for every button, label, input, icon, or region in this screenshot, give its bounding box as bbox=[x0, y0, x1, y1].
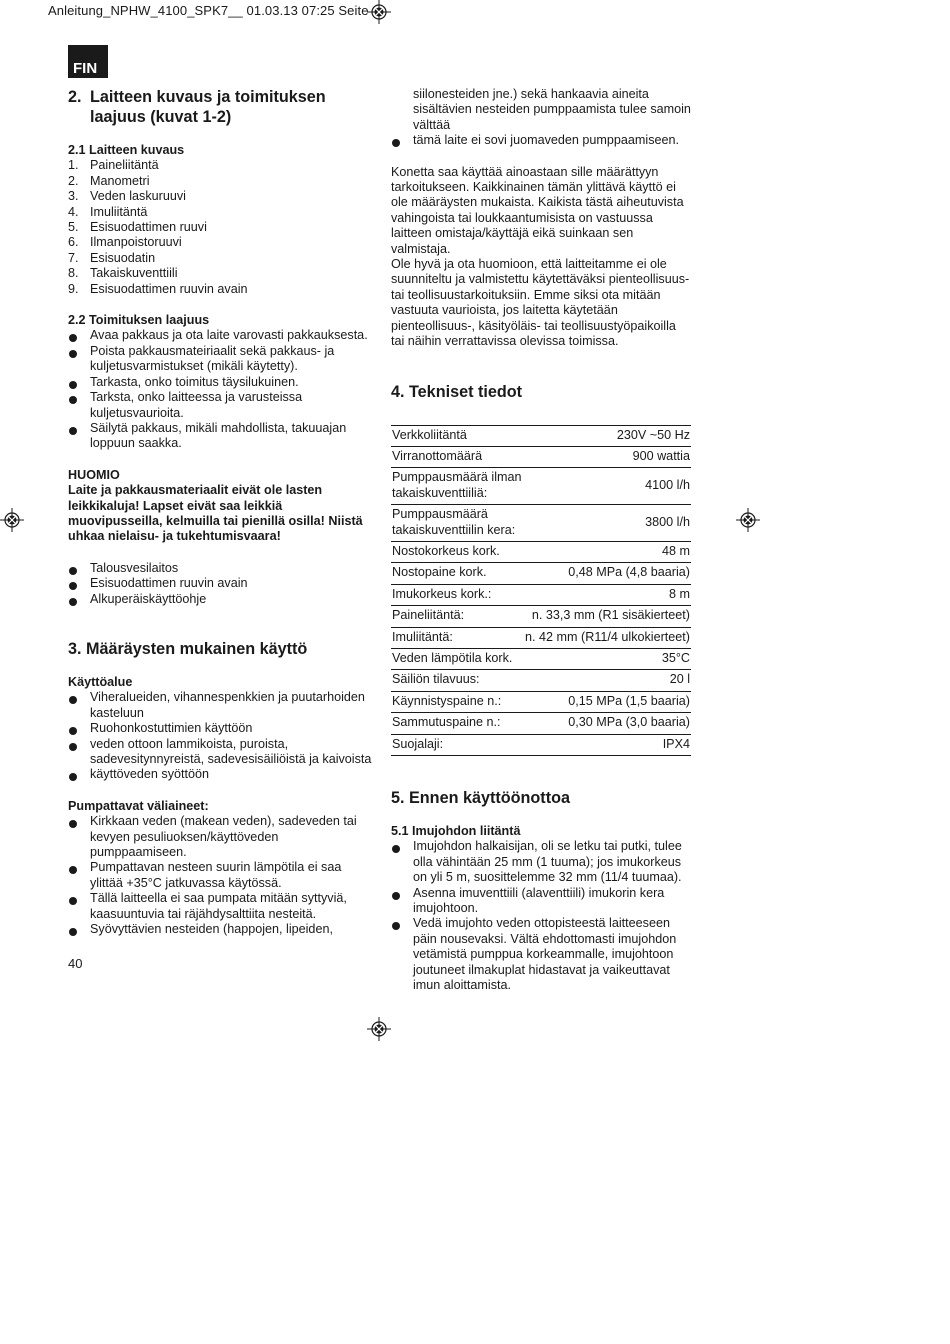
list-item: Kirkkaan veden (makean veden), sadeveden tai kevyen pesuliuoksen/käyttöveden pumppaamiseen. bbox=[68, 814, 373, 860]
bullet-icon bbox=[68, 891, 90, 922]
table-row: Pumppausmäärä ilman takaiskuventtiiliä: 4100 l/h bbox=[391, 468, 691, 505]
list-item: tämä laite ei sovi juomaveden pumppaamiseen. bbox=[391, 133, 691, 148]
delivery-list bbox=[68, 328, 373, 451]
bullet-icon bbox=[68, 344, 90, 375]
usage-heading: Käyttöalue bbox=[68, 674, 133, 689]
list-item: 6. Ilmanpoistoruuvi bbox=[68, 235, 182, 250]
bullet-icon bbox=[391, 886, 413, 917]
table-row: Suojalaji: IPX4 bbox=[391, 734, 691, 755]
bullet-icon bbox=[68, 576, 90, 591]
list-item: Asenna imuventtiili (alaventtiili) imukorin kera imujohtoon. bbox=[391, 886, 691, 917]
list-item: 7. Esisuodatin bbox=[68, 250, 156, 265]
bullet-icon bbox=[68, 390, 90, 421]
list-item: Poista pakkausmateiriaalit sekä pakkaus- ja kuljetusvarmistukset (mikäli käytetty). bbox=[68, 344, 373, 375]
table-row: Käynnistyspaine n.: 0,15 MPa (1,5 baaria) bbox=[391, 691, 691, 712]
table-row: Virranottomäärä 900 wattia bbox=[391, 446, 691, 467]
parts-list bbox=[68, 158, 373, 297]
list-item: Tarkasta, onko toimitus täysilukuinen. bbox=[68, 375, 373, 390]
bullet-icon bbox=[68, 814, 90, 860]
list-item: Talousvesilaitos bbox=[68, 561, 373, 576]
bullet-icon bbox=[68, 592, 90, 607]
section-5-1-heading: 5.1 Imujohdon liitäntä bbox=[391, 824, 521, 838]
section-2-number: 2. bbox=[68, 88, 82, 106]
list-item: Alkuperäiskäyttöohje bbox=[68, 592, 373, 607]
section-4-heading: 4. Tekniset tiedot bbox=[391, 382, 523, 401]
bullet-icon bbox=[68, 690, 90, 721]
bullet-icon bbox=[68, 767, 90, 782]
bullet-icon bbox=[391, 133, 413, 148]
bullet-icon bbox=[68, 721, 90, 736]
list-item: 9. Esisuodattimen ruuvin avain bbox=[68, 281, 248, 296]
bullet-icon bbox=[68, 561, 90, 576]
list-item: Vedä imujohto veden ottopisteestä laitteeseen päin nousevaksi. Vältä ehdottomasti imujohdon vetämistä pumppua korkeammalle, imujohtoon joutuneet ilmakuplat hidastavat ja vaikeuttavat imun aloittamista. bbox=[391, 916, 691, 993]
list-item: siilonesteiden jne.) sekä hankaavia aineita sisältävien nesteiden pumppaamista tulee samoin välttää bbox=[413, 87, 691, 132]
registration-mark-bottom-icon bbox=[367, 1017, 391, 1041]
registration-mark-left-icon bbox=[0, 508, 24, 532]
suction-line-list bbox=[391, 839, 691, 993]
bullet-icon bbox=[68, 737, 90, 768]
list-item: käyttöveden syöttöön bbox=[68, 767, 373, 782]
table-row: Säiliön tilavuus: 20 l bbox=[391, 670, 691, 691]
bullet-icon bbox=[68, 922, 90, 937]
section-2-1-heading: 2.1 Laitteen kuvaus bbox=[68, 143, 185, 157]
list-item: 2. Manometri bbox=[68, 173, 150, 188]
list-item: 1. Paineliitäntä bbox=[68, 158, 159, 173]
media-list-continued bbox=[391, 87, 691, 149]
notice-text: Laite ja pakkausmateriaalit eivät ole lasten leikkikaluja! Lapset eivät saa leikkiä muovipusseilla, kelmuilla tai pienillä osilla! Niistä uhkaa nielaisu- ja tukehtumisvaara! bbox=[68, 483, 363, 544]
table-row: Nostokorkeus kork. 48 m bbox=[391, 541, 691, 562]
notice-title: HUOMIO bbox=[68, 467, 120, 482]
list-item: Tällä laitteella ei saa pumpata mitään syttyviä, kaasuuntuvia tai räjähdysalttiita nesteitä. bbox=[68, 891, 373, 922]
list-item: Imujohdon halkaisijan, oli se letku tai putki, tulee olla vähintään 25 mm (1 tuuma); jos imukorkeus on yli 5 m, suosittelemme 32 mm (11/4 tuumaa). bbox=[391, 839, 691, 885]
list-item: 8. Takaiskuventtiili bbox=[68, 266, 178, 281]
table-row: Veden lämpötila kork. 35°C bbox=[391, 648, 691, 669]
bullet-icon bbox=[391, 916, 413, 993]
spec-table bbox=[391, 425, 691, 757]
list-item: 5. Esisuodattimen ruuvi bbox=[68, 220, 207, 235]
included-list bbox=[68, 561, 373, 607]
table-row: Verkkoliitäntä 230V ~50 Hz bbox=[391, 425, 691, 446]
bullet-icon bbox=[391, 839, 413, 885]
list-item: 4. Imuliitäntä bbox=[68, 204, 148, 219]
list-item: Ruohonkostuttimien käyttöön bbox=[68, 721, 373, 736]
list-item: veden ottoon lammikoista, puroista, sadevesitynnyreistä, sadevesisäiliöistä ja kaivoista bbox=[68, 737, 373, 768]
table-row: Paineliitäntä: n. 33,3 mm (R1 sisäkierteet) bbox=[391, 606, 691, 627]
left-column bbox=[68, 87, 373, 937]
table-row: Imuliitäntä: n. 42 mm (R11/4 ulkokierteet) bbox=[391, 627, 691, 648]
table-row: Nostopaine kork. 0,48 MPa (4,8 baaria) bbox=[391, 563, 691, 584]
list-item: Pumpattavan nesteen suurin lämpötila ei saa ylittää +35°C jatkuvassa käytössä. bbox=[68, 860, 373, 891]
list-item: Esisuodattimen ruuvin avain bbox=[68, 576, 373, 591]
list-item: Tarksta, onko laitteessa ja varusteissa kuljetusvaurioita. bbox=[68, 390, 373, 421]
registration-mark-right-icon bbox=[736, 508, 760, 532]
media-list bbox=[68, 814, 373, 937]
file-info-header: Anleitung_NPHW_4100_SPK7__ 01.03.13 07:25 Seite bbox=[48, 3, 369, 18]
language-tab: FIN bbox=[68, 45, 108, 78]
section-2-heading bbox=[68, 87, 373, 127]
bullet-icon bbox=[68, 860, 90, 891]
table-row: Sammutuspaine n.: 0,30 MPa (3,0 baaria) bbox=[391, 713, 691, 734]
registration-mark-top-icon bbox=[367, 0, 391, 24]
list-item: Syövyttävien nesteiden (happojen, lipeiden, bbox=[68, 922, 373, 937]
list-item: Avaa pakkaus ja ota laite varovasti pakkauksesta. bbox=[68, 328, 373, 343]
table-row: Imukorkeus kork.: 8 m bbox=[391, 584, 691, 605]
usage-list bbox=[68, 690, 373, 782]
usage-paragraph-1: Konetta saa käyttää ainoastaan sille määrättyyn tarkoitukseen. Kaikkinainen tämän ylittävä käyttö ei ole määräysten mukaista. Kaikista tästä aiheutuvista vahingoista tai loukkaantumisista on vastuussa laitteen omistaja/käyttäjä eikä suinkaan sen valmistaja. bbox=[391, 164, 684, 256]
media-heading: Pumpattavat väliaineet: bbox=[68, 798, 209, 813]
section-5-heading: 5. Ennen käyttöönottoa bbox=[391, 789, 570, 807]
section-3-heading: 3. Määräysten mukainen käyttö bbox=[68, 639, 308, 658]
usage-paragraph-2: Ole hyvä ja ota huomioon, että laitteitamme ei ole suunniteltu ja valmistettu käytettäväksi pienteollisuus- tai teollisuustarkoituksiin. Emme siksi ota mitään vastuuta vaurioista, jos laitetta käytetään pienteollisuus-, käsityöläis- tai teollisuustyöpaikoilla tai näihin verrattavissa olevissa toimissa. bbox=[391, 257, 690, 349]
section-2-2-heading: 2.2 Toimituksen laajuus bbox=[68, 313, 210, 328]
list-item: 3. Veden laskuruuvi bbox=[68, 189, 186, 204]
bullet-icon bbox=[68, 375, 90, 390]
bullet-icon bbox=[68, 421, 90, 452]
list-item: Viheralueiden, vihannespenkkien ja puutarhoiden kasteluun bbox=[68, 690, 373, 721]
list-item: Säilytä pakkaus, mikäli mahdollista, takuuajan loppuun saakka. bbox=[68, 421, 373, 452]
section-2-title: Laitteen kuvaus ja toimituksen laajuus (kuvat 1-2) bbox=[90, 88, 326, 126]
right-column bbox=[391, 87, 691, 993]
bullet-icon bbox=[68, 328, 90, 343]
table-row: Pumppausmäärä takaiskuventtiilin kera: 3800 l/h bbox=[391, 505, 691, 542]
page-number: 40 bbox=[68, 956, 83, 971]
